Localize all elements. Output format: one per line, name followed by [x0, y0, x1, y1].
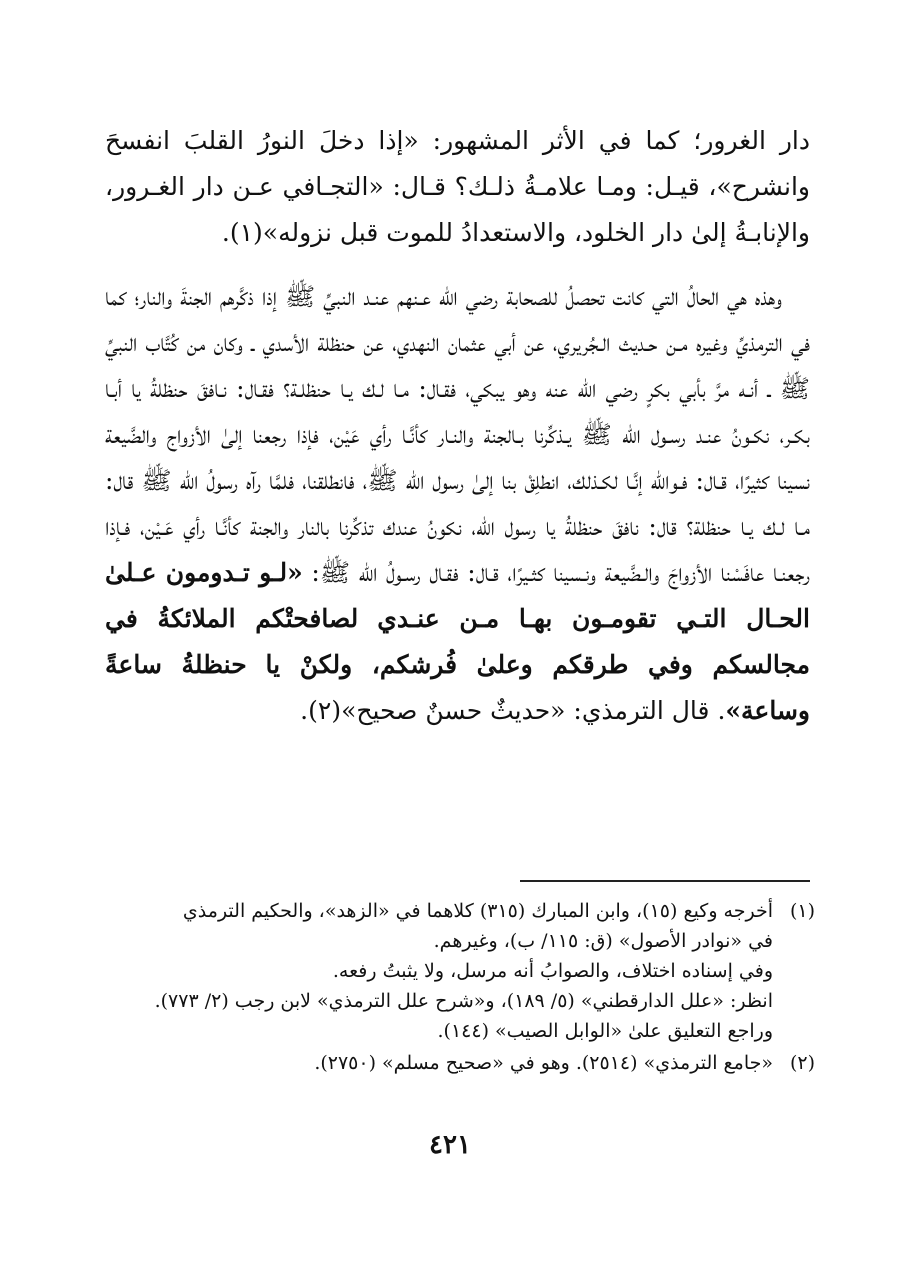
footnote-line: وراجع التعليق علىٰ «الوابل الصيب» (١٤٤).	[437, 1020, 773, 1042]
text-line: انطلِقْ بنا إلىٰ رسول الله ﷺ، فانطلقنا، فلمَّا رآه رسولُ الله ﷺ قال: مـا لـك يـا	[105, 466, 810, 541]
paragraph-2	[105, 274, 810, 734]
footnote-line: انظر: «علل الدارقطني» (٥/ ١٨٩)، و«شرح علل الترمذي» لابن رجب (٢/ ٧٧٣).	[154, 990, 773, 1012]
text-line: قيـل: ومـا علامـةُ ذلـك؟ قـال: «التجـافي عـن دار الغـرور، والإنابـةُ إلىٰ دار	[105, 172, 810, 247]
paragraph-1	[105, 118, 810, 256]
text-line: ﷺ إذا ذكَّرهم الجنةَ والنار؛ كما في الترمذيِّ وغيره مـن حـديث الـجُريري،	[105, 282, 810, 357]
footnote-line: وفي إسناده اختلاف، والصوابُ أنه مرسل، ولا يثبتُ رفعه.	[332, 960, 773, 982]
text-line: دار الغرور؛ كما في الأثر المشهور: «إذا دخلَ النورُ القلبَ انفسحَ وانشرح»،	[105, 126, 810, 201]
text-line: رسـولُ الله ﷺ:	[302, 558, 421, 587]
text-line: وهذه هي الحالُ التي كانت تحصلُ للصحابة رضي الله عـنهم عنـد النبيِّ	[323, 282, 782, 311]
text-line: الخلود، والاستعدادُ للموت قبل نزوله»(١).	[221, 218, 646, 247]
text-line: رأي عَـيْن، فـإذا رجعنـا عافَسْنا الأزواجَ والـضَّيعة ونـسينا كثـيرًا، قـال: فقـال	[105, 512, 810, 587]
text-line: عن أبي عثمان النهدي، عن حنظلة الأسدي ـ وكان من كُتَّاب النبيِّ ﷺ ـ أنـه	[105, 328, 810, 403]
footnote-2	[105, 1048, 815, 1078]
footnotes	[105, 896, 815, 1078]
footnote-line: في «نوادر الأصول» (ق: ١١٥/ ب)، وغيرهم.	[433, 930, 773, 952]
footnote-1	[105, 896, 815, 1046]
hadith-quote: حنظلةُ ساعةً وساعة»	[105, 650, 810, 725]
footnote-line: أخرجه وكيع (١٥)، وابن المبارك (٣١٥) كلاهما في «الزهد»، والحكيم الترمذي	[182, 900, 773, 922]
footnote-line: «جامع الترمذي» (٢٥١٤). وهو في «صحيح مسلم» (٢٧٥٠).	[314, 1052, 773, 1074]
footnote-separator	[520, 880, 810, 882]
hadith-quote: «لـو تـدومون عـلىٰ الحـال التـي تقومـون بهـا مـن عنـدي	[105, 558, 810, 633]
main-text	[105, 118, 810, 734]
footnote-text	[105, 1048, 773, 1078]
footnote-number: (٢)	[789, 1052, 815, 1074]
page-number: ٤٢١	[429, 1130, 471, 1160]
text-line: حنظلة؟ قال: نافقَ حنظلةُ يا رسول الله، نكونُ عندك تذكِّرنا بالنار والجنة كأنَّـا	[214, 512, 731, 541]
text-line: مرَّ بأبي بكرٍ رضي الله عنه وهو يبكي، فقـال: مـا لـك يـا حنظلـة؟ فقـال: نـافقَ	[197, 374, 730, 403]
footnote-text	[105, 896, 773, 1046]
text-line: . قال الترمذي: «حديثٌ حسنٌ صحيح»(٢).	[300, 696, 726, 725]
text-line: عَيْن، فإذا رجعنا إلىٰ الأزواج والضَّيعة نسينا كثيرًا، قـال: فـوالله إنَّـا لكـذلك،	[105, 420, 810, 495]
text-line: حنظلةُ يا أبـا بكـر، نكـونُ عنـد رسـول الله ﷺ يـذكِّرنا بـالجنة والنـار كأنَّـا رأي	[105, 374, 810, 449]
hadith-quote: لصافحتْكم الملائكةُ في مجالسكم وفي طرقكم وعلىٰ فُرشكم، ولكنْ يا	[105, 604, 810, 679]
footnote-number: (١)	[789, 900, 815, 922]
